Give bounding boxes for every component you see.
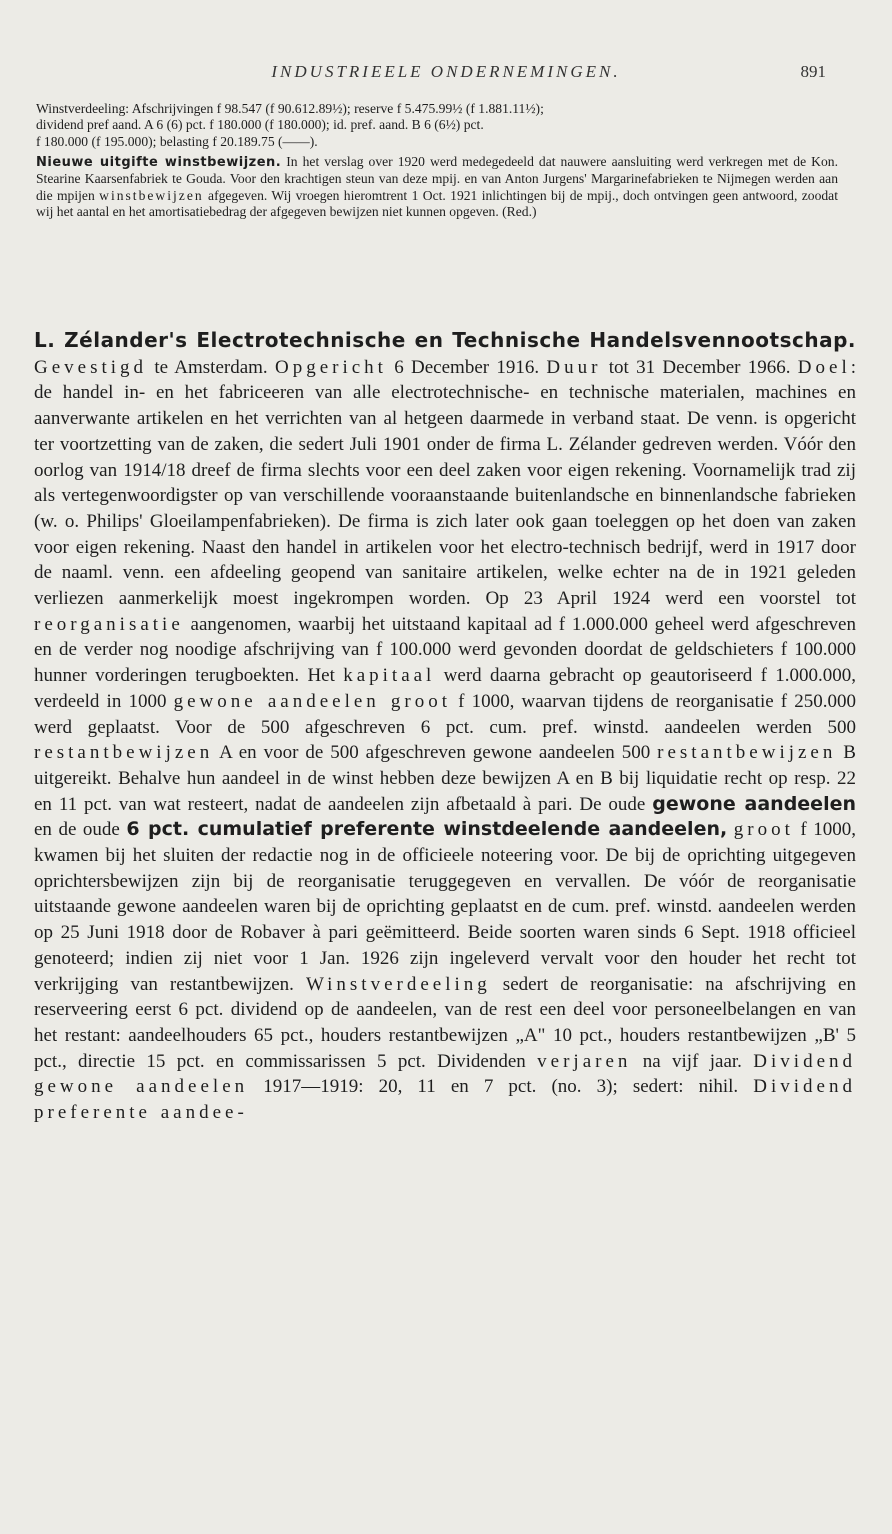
emphasis-text: groot — [733, 819, 794, 841]
emphasis-text: reorganisatie — [34, 613, 184, 635]
label-duur: Duur — [546, 356, 602, 378]
emphasis-text: verjaren — [537, 1050, 632, 1072]
new-issue-paragraph — [36, 154, 838, 221]
profit-distribution-note — [36, 101, 838, 150]
page-header — [0, 62, 892, 88]
new-issue-heading: Nieuwe uitgifte winstbewijzen. — [36, 155, 282, 170]
label-kapitaal: kapitaal — [343, 665, 436, 687]
page-number: 891 — [800, 62, 826, 81]
label-gevestigd: Gevestigd — [34, 356, 148, 378]
emphasis-text: winstbewijzen — [99, 187, 204, 203]
company-entry: L. Zélander's Electrotechnische en Technische Handelsvennootschap. Gevestigd te Amsterdam. Opgericht 6 December 1916. Duur tot 31 December 1966. Doel: de handel in- en het fabriceeren van alle electrotechnische- en technische materialen, machines en aanverwante artikelen en het verrichten van al hetgeen daarmede in verband staat. De venn. is opgericht ter voortzetting van de zaken, die sedert Juli 1901 onder de firma L. Zélander gedreven werden. Vóór den oorlog van 1914/18 dreef de firma slechts voor een deel zaken voor eigen rekening. Voornamelijk trad zij als vertegenwoordigster op van verschillende vooraanstaande buitenlandsche en binnenlandsche fabrieken (w. o. Philips' Gloeilampenfabrieken). De firma is zich later ook gaan toeleggen op het doen van zaken voor eigen rekening. Naast den handel in artikelen voor het electro-technisch bedrijf, werd in 1917 door de naaml. venn. een afdeeling geopend van sanitaire artikelen, welke echter na de in 1921 geleden verliezen aanmerkelijk moest ingekrompen worden. Op 23 April 1924 werd een voorstel tot reorganisatie aangenomen, waarbij het uitstaand kapitaal ad f 1.000.000 geheel werd afgeschreven en de verder nog noodige afschrijving van f 100.000 werd gevonden doordat de geldschieters f 100.000 hunner vorderingen terugboekten. Het kapitaal werd daarna gebracht op geautoriseerd f 1.000.000, verdeeld in 1000 gewone aandeelen groot f 1000, waarvan tijdens de reorganisatie f 250.000 werd geplaatst. Voor de 500 afgeschreven 6 pct. cum. pref. winstd. aandeelen werden 500 restantbewijzen A en voor de 500 afgeschreven gewone aandeelen 500 restantbewijzen B uitgereikt. Behalve hun aandeel in de winst hebben deze bewijzen A en B bij liquidatie recht op resp. 22 en 11 pct. van wat resteert, nadat de aandeelen zijn afbetaald à pari. De oude gewone aandeelen en de oude 6 pct. cumulatief preferente winstdeelende aandeelen, groot f 1000, kwamen bij het sluiten der redactie nog in de officieele noteering voor. De bij de oprichting uitgegeven oprichtersbewijzen zijn bij de reorganisatie teruggegeven en vervallen. De vóór de reorganisatie uitstaande gewone aandeelen waren bij de oprichting geplaatst en de cum. pref. winstd. aandeelen werden op 25 Juni 1918 door de Robaver à pari geëmitteerd. Beide soorten waren sinds 6 Sept. 1918 officieel genoteerd; indien zij niet voor 1 Jan. 1926 zijn ingeleverd vervalt voor den houder het recht tot verkrijging van restantbewijzen. Winstverdeeling sedert de reorganisatie: na afschrijving en reserveering eerst 6 pct. dividend op de aandeelen, van de rest een deel voor personeelbelangen en van het restant: aandeelhouders 65 pct., houders restantbewijzen „A" 10 pct., houders restantbewijzen „B' 5 pct., directie 15 pct. en commissarissen 5 pct. Dividenden verjaren na vijf jaar. Dividend gewone aandeelen 1917—1919: 20, 11 en 7 pct. (no. 3); sedert: nihil. Dividend preferente aandee- — [34, 328, 857, 1124]
share-class-heading: 6 pct. cumulatief preferente winstdeelende aandeelen, — [126, 818, 728, 841]
share-class-heading: gewone aandeelen — [652, 792, 856, 815]
body-text: f 1000, kwamen bij het sluiten der redactie nog in de officieele noteering voor. De bij de oprichting uitgegeven oprichtersbewijzen zijn bij de reorganisatie teruggegeven en vervallen. De vóór de reorganisatie uitstaande gewone aandeelen waren bij de oprichting geplaatst en de cum. pref. winstd. aandeelen werden op 25 Juni 1918 door de Robaver à pari geëmitteerd. Beide soorten waren sinds 6 Sept. 1918 officieel genoteerd; indien zij niet voor 1 Jan. 1926 zijn ingeleverd vervalt voor den houder het recht tot verkrijging van restantbewijzen. — [34, 819, 857, 995]
new-issue-text: In het verslag over 1920 werd medegedeeld dat nauwere aansluiting werd verkregen met de Kon. Stearine Kaarsenfabriek te Gouda. Voor den krachtigen steun van deze mpij. en van Anton Jurgens' Margarinefabrieken te Nijmegen werden aan die mpijen — [36, 154, 838, 203]
note-line: dividend pref aand. A 6 (6) pct. f 180.000 (f 180.000); id. pref. aand. B 6 (6½) pct. — [36, 117, 484, 133]
label-opgericht: Opgericht — [274, 356, 387, 378]
body-text: aangenomen, waarbij het uitstaand kapitaal ad f 1.000.000 geheel werd afgeschreven en de verder nog noodige afschrijving van f 100.000 werd gevonden doordat de geldschieters f 100.000 hunner vorderingen terugboekten. Het — [34, 613, 856, 687]
note-line: f 180.000 (f 195.000); belasting f 20.189.75 (——). — [36, 133, 318, 149]
note-line: Winstverdeeling: Afschrijvingen f 98.547 (f 90.612.89½); reserve f 5.475.99½ (f 1.881.11½); — [36, 101, 544, 116]
running-head: INDUSTRIEELE ONDERNEMINGEN. — [271, 62, 621, 81]
body-text: sedert de reorganisatie: na afschrijving en reserveering eerst 6 pct. dividend op de aandeelen, van de rest een deel voor personeelbelangen en van het restant: aandeelhouders 65 pct., houders restantbewijzen „A" 10 pct., houders restantbewijzen „B' 5 pct., directie 15 pct. en commissarissen 5 pct. Dividenden — [34, 973, 856, 1072]
body-text: werd daarna gebracht op geautoriseerd f 1.000.000, verdeeld in 1000 — [34, 665, 856, 712]
body-text: A en voor de 500 afgeschreven gewone aandeelen 500 — [213, 742, 658, 764]
label-winstverdeeling: Winstverdeeling — [305, 973, 491, 995]
emphasis-text: gewone aandeelen groot — [173, 690, 452, 712]
emphasis-text: restantbewijzen — [657, 742, 837, 764]
new-issue-text: afgegeven. Wij vroegen hieromtrent 1 Oct. 1921 inlichtingen bij de mpij., doch ontvingen geen antwoord, zoodat wij het aantal en het amortisatiebedrag der afgegeven bewijzen niet kunnen opgeven. (Red.) — [36, 187, 838, 220]
body-text: en de oude — [34, 819, 127, 841]
emphasis-text: restantbewijzen — [34, 742, 214, 764]
body-text: f 1000, waarvan tijdens de reorganisatie f 250.000 werd geplaatst. Voor de 500 afgeschreven 6 pct. cum. pref. winstd. aandeelen werden 500 — [34, 690, 857, 738]
body-text: B uitgereikt. Behalve hun aandeel in de winst hebben deze bewijzen A en B bij liquidatie recht op resp. 22 en 11 pct. van wat resteert, nadat de aandeelen zijn afbetaald à pari. De oude — [34, 742, 856, 815]
label-dividend-preferente: Dividend preferente aandee- — [34, 1076, 856, 1124]
label-doel: Doel — [797, 356, 851, 378]
company-name: L. Zélander's Electrotechnische en Technische Handelsvennootschap. — [34, 328, 856, 352]
body-text: 1917—1919: 20, 11 en 7 pct. (no. 3); sedert: nihil. — [248, 1076, 754, 1098]
body-text: : de handel in- en het fabriceeren van alle electrotechnische- en technische materialen, machines en aanverwante artikelen en het verrichten van al hetgeen daarmede in verband staat. De venn. is opgericht ter voortzetting van de zaken, die sedert Juli 1901 onder de firma L. Zélander gedreven werden. Vóór den oorlog van 1914/18 dreef de firma slechts voor een deel zaken voor eigen rekening. Voornamelijk trad zij als vertegenwoordigster op van verschillende vooraanstaande buitenlandsche en binnenlandsche fabrieken (w. o. Philips' Gloeilampenfabrieken). De firma is zich later ook gaan toeleggen op het doen van zaken voor eigen rekening. Naast den handel in artikelen voor het electro-technisch bedrijf, werd in 1917 door de naaml. venn. een afdeeling geopend van sanitaire artikelen, welke echter na de in 1921 geleden verliezen aanmerkelijk moest ingekrompen worden. Op 23 April 1924 werd een voorstel tot — [34, 356, 857, 610]
body-text: na vijf jaar. — [631, 1050, 754, 1072]
label-dividend-gewone: Dividend gewone aandeelen — [34, 1050, 857, 1098]
